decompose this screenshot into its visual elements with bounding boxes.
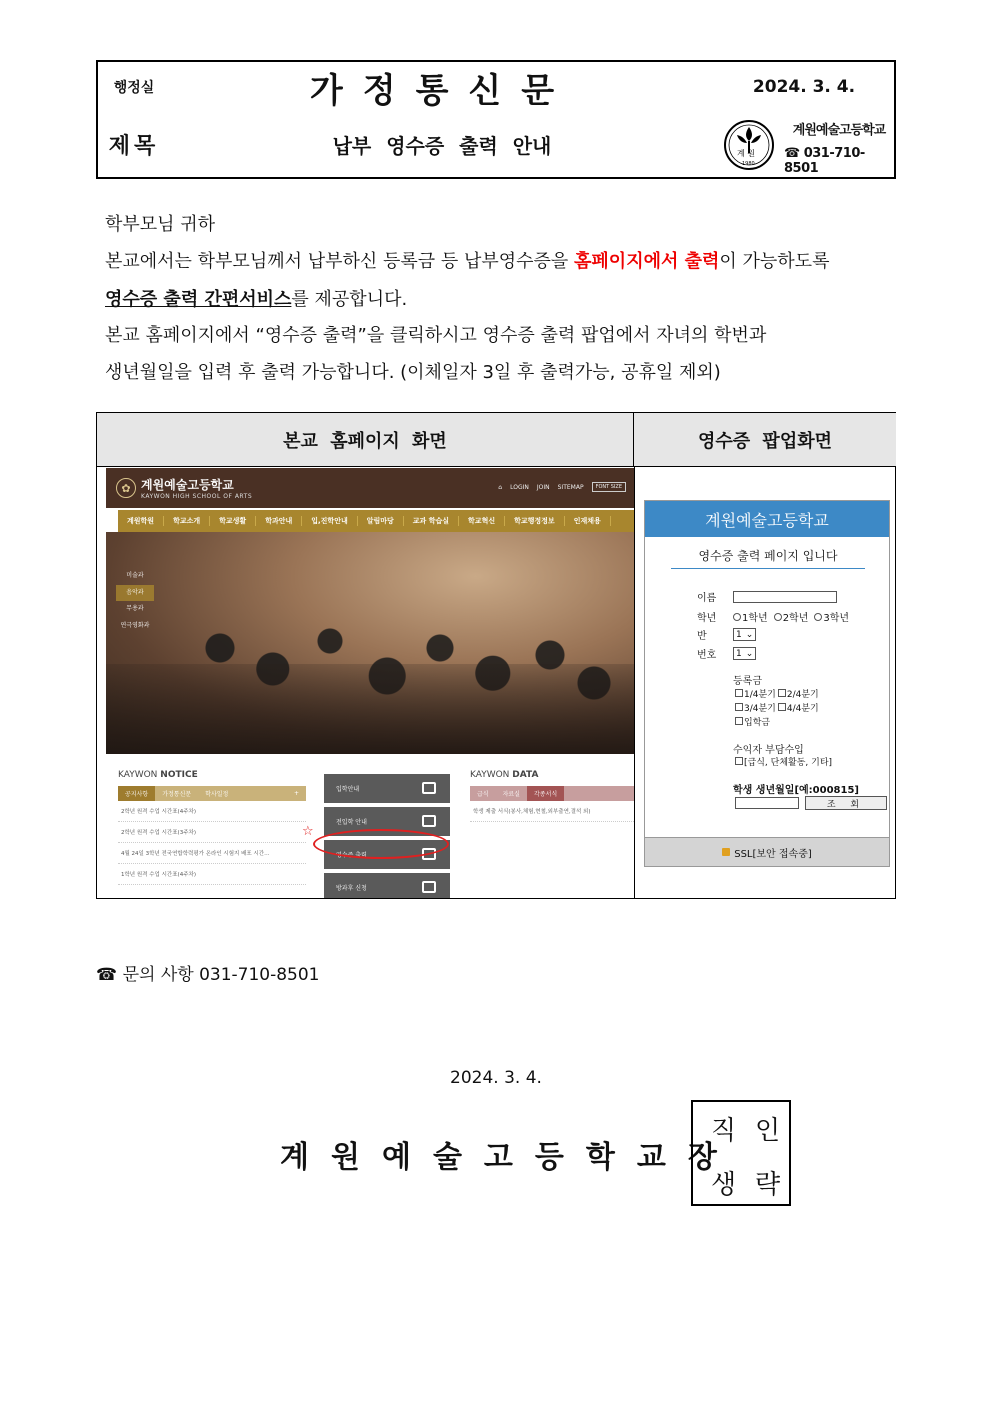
body-line-4: 본교 홈페이지에서 “영수증 출력”을 클릭하시고 영수증 출력 팝업에서 자녀의 학번과: [105, 325, 767, 346]
popup-column-header: 영수증 팝업화면: [634, 413, 896, 467]
notice-section: [118, 770, 306, 885]
quick-admission: 입학안내: [324, 774, 450, 803]
receipt-highlight-oval: [313, 829, 449, 859]
beneficiary-label: 수익자 부담수입: [733, 745, 804, 756]
megaphone-icon: [422, 782, 436, 794]
popup-divider: [671, 568, 865, 569]
popup-subtitle: 영수증 출력 페이지 입니다: [698, 549, 838, 563]
seal-char: 직: [711, 1116, 737, 1146]
data-tab: 자료실: [502, 791, 520, 798]
fee-option: 2/4분기: [778, 687, 819, 700]
ssl-status: SSL[보안 접속중]: [734, 848, 812, 860]
homepage-print-highlight: 홈페이지에서 출력: [574, 251, 720, 272]
body-line-5: 생년월일을 입력 후 출력 가능합니다. (이체일자 3일 후 출력가능, 공휴일 제외): [105, 362, 721, 383]
search-button: 조 회: [805, 796, 887, 810]
grade-option: 1학년: [733, 609, 768, 624]
logo-text: 계원예술고등학교: [141, 478, 234, 492]
notice-item: 2학년 원격 수업 시간표(3주차): [118, 822, 306, 843]
stage-floor: [106, 664, 634, 754]
fee-row-2: [735, 701, 819, 714]
data-item: 학생 제출 서식(봉사,체험,현철,외부출연,결석 외): [470, 801, 634, 822]
quick-afterschool: 방과후 신청: [324, 873, 450, 898]
body-line-3b: 를 제공합니다.: [291, 289, 408, 310]
homepage-screenshot: [106, 468, 634, 898]
fees-label: 등록금: [733, 676, 762, 687]
document-title: 가정통신문: [309, 70, 575, 111]
home-icon: ⌂: [498, 483, 503, 491]
nav-item: 학교혁신: [459, 516, 505, 526]
subject-text: 납부 영수증 출력 안내: [332, 134, 552, 158]
birth-input: [735, 797, 799, 809]
official-seal-box: [691, 1100, 791, 1206]
fee-option: 3/4분기: [735, 701, 776, 714]
popup-footer: [645, 837, 889, 866]
screenshot-table: [96, 412, 896, 899]
data-tabs: [470, 786, 634, 801]
emblem-text: 계 원: [737, 148, 755, 158]
chevron-down-icon: ⌄: [745, 629, 754, 640]
popup-header: 계원예술고등학교: [645, 501, 889, 537]
name-input: [733, 591, 837, 603]
notice-item: 4월 24일 3학년 전국연합학력평가 온라인 시험지 배포 시간…: [118, 843, 306, 864]
fee-row-1: [735, 687, 819, 700]
seal-char: 인: [755, 1116, 781, 1146]
school-phone: ☎ 031-710-8501: [784, 146, 865, 176]
grade-option: 2학년: [774, 609, 809, 624]
birth-row: [735, 796, 887, 810]
principal-signature: 계원예술고등학교장: [280, 1140, 739, 1175]
data-title: KAYWON DATA: [470, 770, 539, 780]
nav-item: 교과 학습실: [404, 516, 459, 526]
homepage-column-header: 본교 홈페이지 화면: [97, 413, 634, 467]
star-icon: ☆: [302, 824, 314, 839]
notice-list: [118, 801, 306, 885]
quick-transfer: 전입학 안내: [324, 807, 450, 836]
notice-title: KAYWON NOTICE: [118, 770, 198, 780]
fee-option: 1/4분기: [735, 687, 776, 700]
data-tab: 급식: [477, 791, 489, 798]
office-label: 행정실: [113, 80, 155, 96]
notice-tab: 학사일정: [205, 791, 229, 798]
receipt-popup: [644, 500, 890, 867]
issue-date: 2024. 3. 4.: [752, 77, 856, 97]
beneficiary-row: [735, 755, 832, 768]
dept-music: 음악과: [116, 585, 154, 602]
number-select: 1 ⌄: [733, 647, 756, 660]
homepage-logo: [116, 476, 252, 500]
lock-icon: [722, 848, 730, 856]
nav-item: 알림마당: [358, 516, 404, 526]
fee-option: 입학금: [735, 715, 770, 728]
orchestra-photo: [106, 532, 634, 754]
grade-label: 학년: [697, 613, 717, 624]
header-table: [96, 60, 896, 179]
birth-label: 학생 생년월일[예:000815]: [733, 785, 859, 796]
flask-icon: [422, 881, 436, 893]
nav-item: 학교소개: [164, 516, 210, 526]
data-list: [470, 801, 634, 822]
dept-drama: 연극영화과: [120, 621, 150, 629]
body-line-2a: 본교에서는 학부모님께서 납부하신 등록금 등 납부영수증을: [105, 251, 575, 272]
body-line-2b: 이 가능하도록: [719, 251, 830, 272]
nav-item: 인재채용: [565, 516, 611, 526]
chevron-down-icon: ⌄: [745, 648, 754, 659]
greeting: 학부모님 귀하: [105, 214, 216, 235]
subject-label: 제목: [108, 134, 160, 159]
homepage-nav: [118, 510, 634, 532]
nav-item: 학과안내: [256, 516, 302, 526]
notice-more-icon: +: [293, 790, 299, 797]
nav-item: 학교생활: [210, 516, 256, 526]
body-line-2: [105, 247, 829, 273]
class-select: 1 ⌄: [733, 628, 756, 641]
homepage-top-links: [498, 482, 626, 492]
grade-option: 3학년: [814, 609, 849, 624]
homepage-topbar: [106, 468, 634, 508]
emblem-year: 1980: [742, 160, 755, 167]
emblem-icon: [723, 119, 775, 171]
notice-item: 2학년 원격 수업 시간표(4주차): [118, 801, 306, 822]
service-name: 영수증 출력 간편서비스: [105, 289, 292, 310]
contact-info: ☎ 문의 사항 031-710-8501: [96, 965, 320, 985]
seal-char: 략: [755, 1170, 781, 1200]
class-row: [697, 627, 756, 642]
join-link: JOIN: [536, 483, 550, 491]
logo-subtext: KAYWON HIGH SCHOOL OF ARTS: [141, 493, 253, 500]
quick-receipt-print: 영수증 출력: [324, 840, 450, 869]
class-label: 반: [697, 631, 707, 642]
nav-item: 학교행정정보: [505, 516, 565, 526]
notice-tab: 공지사항: [118, 786, 155, 801]
school-emblem: [714, 112, 784, 177]
name-row: [697, 589, 837, 604]
nav-item: 입,진학안내: [302, 516, 357, 526]
column-divider: [634, 467, 635, 899]
notice-tab: 가정통신문: [162, 791, 192, 798]
login-link: LOGIN: [510, 483, 529, 491]
grade-row: [697, 609, 849, 624]
number-label: 번호: [697, 650, 717, 661]
beneficiary-option: [급식, 단체활동, 기타]: [735, 755, 832, 768]
body-line-3: [105, 285, 407, 311]
nav-item: 계원학원: [118, 516, 164, 526]
fee-row-3: [735, 715, 770, 728]
seal-char: 생: [711, 1170, 737, 1200]
notice-tabs: [118, 786, 306, 801]
data-tab: 각종서식: [527, 786, 564, 801]
department-menu: [116, 568, 154, 634]
fee-option: 4/4분기: [778, 701, 819, 714]
logo-emblem-icon: ✿: [116, 478, 136, 498]
dept-dance: 무용과: [126, 605, 144, 613]
name-label: 이름: [697, 593, 717, 604]
people-icon: [422, 815, 436, 827]
font-size-control: FONT SIZE: [592, 482, 626, 492]
number-row: [697, 646, 756, 661]
sitemap-link: SITEMAP: [557, 483, 584, 491]
dept-art: 미술과: [126, 572, 144, 579]
notice-item: 1학년 원격 수업 시간표(4주차): [118, 864, 306, 885]
data-section: [470, 770, 634, 822]
footer-date: 2024. 3. 4.: [450, 1068, 542, 1088]
school-name: 계원예술고등학교: [792, 123, 886, 138]
